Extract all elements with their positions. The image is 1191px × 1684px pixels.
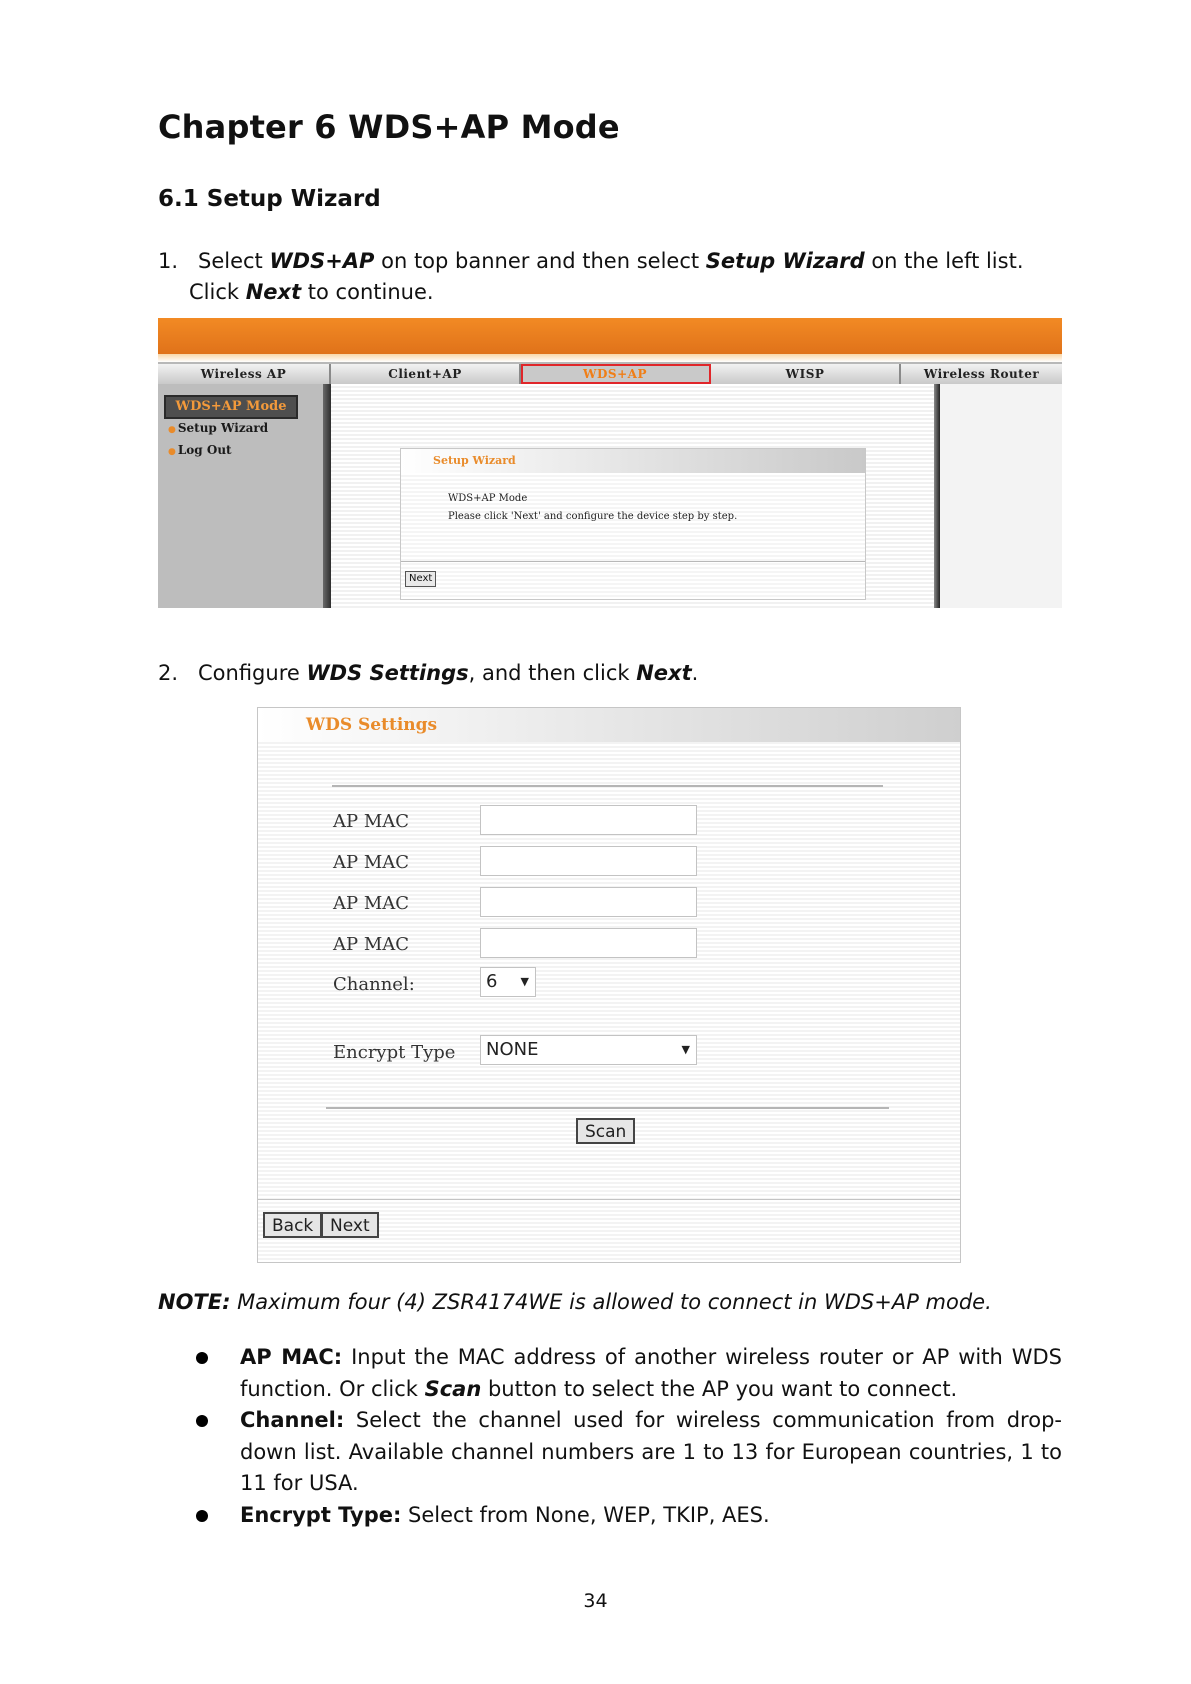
ap-mac-label-1: AP MAC bbox=[333, 811, 410, 832]
scan-button[interactable]: Scan bbox=[576, 1118, 635, 1144]
page-number: 34 bbox=[583, 1590, 608, 1612]
bullet-text: button to select the AP you want to connect. bbox=[481, 1376, 958, 1401]
bullet-ap-mac bbox=[158, 1342, 1062, 1405]
ap-mac-input-1[interactable] bbox=[480, 805, 697, 835]
step-2-number: 2. bbox=[158, 661, 179, 685]
bullet-text: Select the channel used for wireless communication from drop-down list. Available channel numbers are 1 to 13 for European countries, 1 to 11 for USA. bbox=[240, 1408, 1062, 1495]
section-title: 6.1 Setup Wizard bbox=[158, 186, 381, 212]
bullet-term: Encrypt Type: bbox=[240, 1502, 402, 1527]
note-label: NOTE: bbox=[158, 1290, 231, 1314]
bullet-text: Input the MAC address of another wireless router or AP with WDS function. Or click bbox=[240, 1345, 1062, 1401]
wds-settings-title: WDS Settings bbox=[306, 715, 438, 735]
top-banner bbox=[158, 318, 1062, 354]
bullet-icon: ● bbox=[168, 447, 176, 457]
tab-wisp[interactable]: WISP bbox=[711, 364, 901, 384]
bullet-dot-icon bbox=[196, 1352, 208, 1364]
tab-client-ap[interactable]: Client+AP bbox=[331, 364, 521, 384]
setup-wizard-panel bbox=[400, 448, 866, 600]
step-2-text: . bbox=[691, 661, 699, 685]
top-divider bbox=[332, 785, 883, 787]
step-1-text: on the left list. bbox=[864, 249, 1024, 273]
menu-log-out[interactable] bbox=[168, 443, 232, 457]
chapter-title: Chapter 6 WDS+AP Mode bbox=[158, 108, 620, 146]
step-1-text: to continue. bbox=[301, 280, 434, 304]
bullet-bold-scan: Scan bbox=[424, 1376, 482, 1401]
encrypt-type-label: Encrypt Type bbox=[333, 1042, 456, 1063]
step-2 bbox=[158, 658, 1062, 689]
bullet-dot-icon bbox=[196, 1415, 208, 1427]
mode-tab-bar bbox=[158, 364, 1062, 384]
step-2-bold-next: Next bbox=[636, 661, 692, 685]
note bbox=[158, 1290, 992, 1314]
encrypt-type-value: NONE bbox=[486, 1039, 539, 1060]
panel-title: Setup Wizard bbox=[433, 454, 516, 467]
menu-log-out-label: Log Out bbox=[177, 443, 232, 457]
back-button[interactable]: Back bbox=[263, 1212, 322, 1238]
tab-wds-ap[interactable]: WDS+AP bbox=[521, 364, 711, 384]
ap-mac-input-4[interactable] bbox=[480, 928, 697, 958]
step-2-bold-wds-settings: WDS Settings bbox=[306, 661, 469, 685]
step-1-text: Select bbox=[198, 249, 270, 273]
bullet-channel bbox=[158, 1405, 1062, 1500]
setup-wizard-screenshot bbox=[158, 318, 1062, 608]
bullet-text: Select from None, WEP, TKIP, AES. bbox=[401, 1502, 770, 1527]
chevron-down-icon: ▼ bbox=[520, 975, 529, 988]
wds-settings-screenshot bbox=[257, 707, 961, 1263]
panel-mode-text: WDS+AP Mode bbox=[448, 493, 528, 504]
mode-label: WDS+AP Mode bbox=[164, 395, 298, 419]
step-1-bold-next: Next bbox=[245, 280, 302, 304]
bullet-term: AP MAC: bbox=[240, 1345, 343, 1369]
channel-label: Channel: bbox=[333, 974, 415, 995]
ap-mac-label-2: AP MAC bbox=[333, 852, 410, 873]
ap-mac-label-3: AP MAC bbox=[333, 893, 410, 914]
ap-mac-input-2[interactable] bbox=[480, 846, 697, 876]
step-1-bold-wdsap: WDS+AP bbox=[269, 249, 375, 273]
step-1-text: Click bbox=[189, 280, 246, 304]
step-2-text: , and then click bbox=[468, 661, 637, 685]
right-panel bbox=[940, 384, 1062, 608]
ap-mac-label-4: AP MAC bbox=[333, 934, 410, 955]
step-1 bbox=[158, 246, 1062, 308]
bullet-icon: ● bbox=[168, 425, 176, 435]
channel-select[interactable] bbox=[480, 967, 536, 997]
step-1-line-1 bbox=[158, 246, 1062, 277]
step-1-number: 1. bbox=[158, 249, 179, 273]
bottom-divider bbox=[326, 1107, 889, 1109]
bullet-encrypt-type bbox=[158, 1500, 1062, 1532]
bullet-dot-icon bbox=[196, 1510, 208, 1522]
step-1-text: on top banner and then select bbox=[374, 249, 706, 273]
ap-mac-input-3[interactable] bbox=[480, 887, 697, 917]
footer-divider bbox=[258, 1199, 960, 1200]
step-2-text: Configure bbox=[198, 661, 307, 685]
panel-instruction-text: Please click 'Next' and configure the device step by step. bbox=[448, 511, 738, 522]
next-button[interactable]: Next bbox=[321, 1212, 379, 1238]
bullet-term: Channel: bbox=[240, 1408, 345, 1432]
channel-value: 6 bbox=[486, 971, 498, 992]
chevron-down-icon: ▼ bbox=[681, 1043, 690, 1056]
banner-fade bbox=[158, 354, 1062, 362]
step-1-bold-setup-wizard: Setup Wizard bbox=[705, 249, 865, 273]
tab-wireless-router[interactable]: Wireless Router bbox=[901, 364, 1062, 384]
step-1-line-2 bbox=[158, 277, 1062, 308]
bullet-list bbox=[158, 1342, 1062, 1531]
encrypt-type-select[interactable] bbox=[480, 1035, 697, 1065]
menu-setup-wizard-label: Setup Wizard bbox=[177, 421, 269, 435]
menu-setup-wizard[interactable] bbox=[168, 421, 268, 435]
note-text: Maximum four (4) ZSR4174WE is allowed to connect in WDS+AP mode. bbox=[230, 1290, 992, 1314]
next-button[interactable]: Next bbox=[405, 571, 436, 587]
tab-wireless-ap[interactable]: Wireless AP bbox=[158, 364, 331, 384]
panel-divider bbox=[401, 561, 865, 562]
sidebar-divider bbox=[323, 384, 331, 608]
